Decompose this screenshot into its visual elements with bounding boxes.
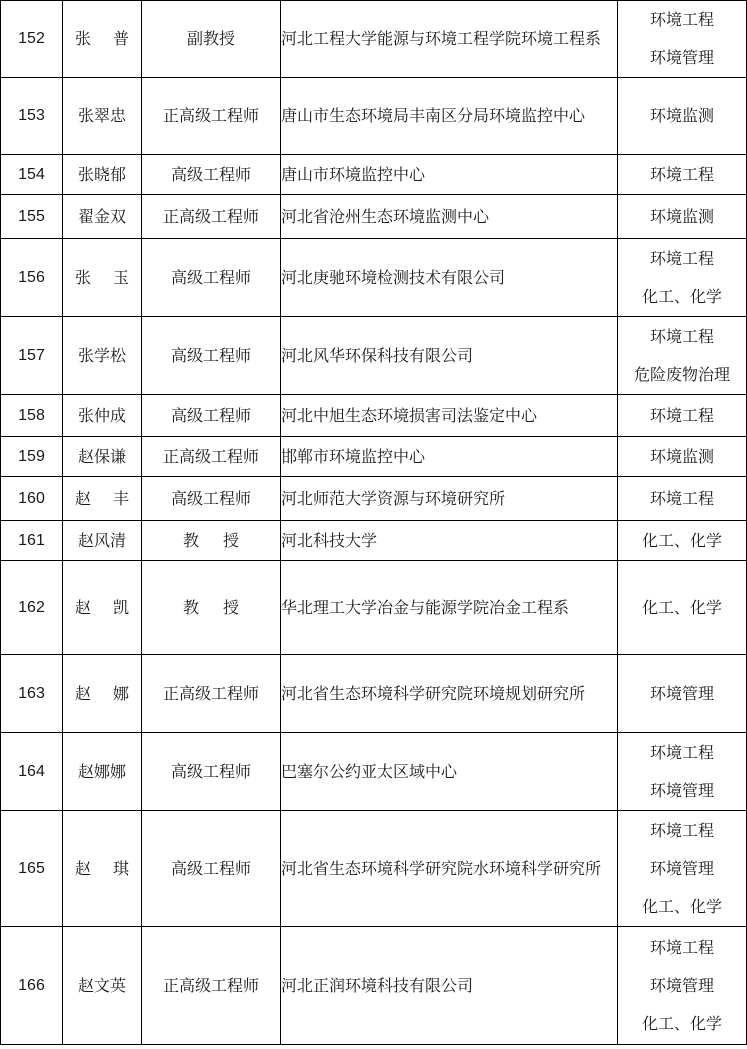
expert-specialty: 环境工程	[649, 937, 714, 957]
expert-title-cell	[142, 477, 281, 521]
row-number: 163	[1, 655, 63, 733]
expert-specialty: 环境监测	[649, 206, 714, 226]
expert-name-cell	[63, 437, 142, 477]
expert-title: 教授	[182, 530, 263, 550]
expert-organization: 河北正润环境科技有限公司	[281, 975, 474, 995]
expert-name: 张玉	[74, 267, 151, 287]
expert-specialty: 环境管理	[649, 858, 714, 878]
expert-name-cell	[63, 561, 151, 655]
expert-specialty: 危险废物治理	[633, 364, 730, 384]
expert-organization-cell	[281, 655, 618, 733]
expert-organization: 河北省生态环境科学研究院水环境科学研究所	[281, 858, 602, 878]
expert-title-cell	[142, 317, 281, 395]
row-number: 161	[1, 521, 63, 561]
expert-organization: 河北省生态环境科学研究院环境规划研究所	[281, 683, 586, 703]
expert-specialty-cell	[618, 239, 747, 317]
row-number: 155	[1, 195, 63, 239]
table-row	[1, 395, 747, 437]
expert-organization-cell	[281, 477, 618, 521]
expert-name: 赵娜	[74, 683, 151, 703]
expert-organization-cell	[281, 1, 618, 78]
row-number: 153	[1, 78, 63, 155]
expert-name: 赵文英	[77, 975, 126, 995]
expert-name: 赵娜娜	[77, 761, 126, 781]
expert-specialty: 环境管理	[649, 780, 714, 800]
expert-organization: 河北师范大学资源与环境研究所	[281, 488, 506, 508]
expert-organization: 河北科技大学	[281, 530, 378, 550]
row-number: 158	[1, 395, 63, 437]
expert-organization: 唐山市生态环境局丰南区分局环境监控中心	[281, 106, 586, 125]
expert-specialty: 环境管理	[649, 975, 714, 995]
expert-name-cell	[63, 811, 151, 927]
expert-specialty-cell	[618, 195, 747, 239]
expert-title: 高级工程师	[170, 488, 251, 508]
expert-specialty: 化工、化学	[641, 286, 722, 306]
table-row	[1, 195, 747, 239]
expert-specialty-cell	[618, 521, 747, 561]
expert-title: 高级工程师	[170, 267, 251, 287]
expert-specialty: 环境工程	[649, 742, 714, 762]
row-number: 156	[1, 239, 63, 317]
table-row	[1, 561, 747, 655]
table-row	[1, 477, 747, 521]
row-number: 165	[1, 811, 63, 927]
expert-specialty: 环境监测	[649, 106, 714, 125]
expert-specialty: 环境工程	[649, 248, 714, 268]
expert-organization-cell	[281, 155, 618, 195]
expert-specialty-cell	[618, 927, 747, 1045]
table-row	[1, 317, 747, 395]
expert-name: 张学松	[77, 345, 126, 365]
expert-specialty-cell	[618, 561, 747, 655]
expert-specialty: 环境工程	[649, 405, 714, 425]
table-row	[1, 655, 747, 733]
expert-specialty-cell	[618, 811, 747, 927]
expert-title-cell	[142, 733, 281, 811]
expert-title: 高级工程师	[170, 405, 251, 425]
expert-name-cell	[63, 155, 142, 195]
expert-name-cell	[63, 521, 142, 561]
expert-specialty-cell	[618, 477, 747, 521]
expert-name-cell	[63, 1, 151, 78]
expert-organization: 河北庚驰环境检测技术有限公司	[281, 267, 506, 287]
expert-name-cell	[63, 477, 151, 521]
row-number: 157	[1, 317, 63, 395]
expert-specialty: 环境工程	[649, 10, 714, 29]
expert-name-cell	[63, 655, 151, 733]
expert-specialty: 环境工程	[649, 326, 714, 346]
row-number: 166	[1, 927, 63, 1045]
expert-organization-cell	[281, 195, 618, 239]
expert-specialty: 环境管理	[649, 683, 714, 703]
expert-name: 赵风清	[77, 530, 126, 550]
expert-name-cell	[63, 317, 142, 395]
expert-name-cell	[63, 395, 142, 437]
expert-title-cell	[142, 437, 281, 477]
expert-title: 正高级工程师	[162, 206, 259, 226]
row-number: 164	[1, 733, 63, 811]
expert-name-cell	[63, 239, 151, 317]
expert-name: 赵保谦	[77, 446, 126, 466]
table-row	[1, 239, 747, 317]
expert-name-cell	[63, 927, 142, 1045]
expert-organization-cell	[281, 239, 618, 317]
row-number: 160	[1, 477, 63, 521]
expert-specialty-cell	[618, 317, 747, 395]
expert-name: 张翠忠	[77, 106, 126, 125]
row-number: 152	[1, 1, 63, 78]
expert-title-cell	[142, 561, 281, 655]
expert-title: 正高级工程师	[162, 106, 259, 125]
expert-specialty: 环境工程	[649, 488, 714, 508]
row-number: 162	[1, 561, 63, 655]
expert-specialty-cell	[618, 395, 747, 437]
expert-title-cell	[142, 155, 281, 195]
expert-organization-cell	[281, 437, 618, 477]
expert-title: 高级工程师	[170, 858, 251, 878]
expert-organization: 河北风华环保科技有限公司	[281, 345, 474, 365]
expert-title-cell	[142, 78, 281, 155]
expert-organization-cell	[281, 521, 618, 561]
expert-title-cell	[142, 1, 281, 78]
row-number: 159	[1, 437, 63, 477]
table-row	[1, 733, 747, 811]
expert-organization: 华北理工大学冶金与能源学院冶金工程系	[281, 597, 570, 617]
expert-name: 张普	[74, 29, 151, 48]
expert-specialty: 环境监测	[649, 446, 714, 466]
expert-specialty: 化工、化学	[641, 896, 722, 916]
expert-title-cell	[142, 655, 281, 733]
table-row	[1, 521, 747, 561]
expert-name: 赵琪	[74, 858, 151, 878]
expert-organization-cell	[281, 561, 618, 655]
expert-specialty-cell	[618, 437, 747, 477]
expert-specialty-cell	[618, 655, 747, 733]
expert-organization: 邯郸市环境监控中心	[281, 446, 426, 466]
table-row	[1, 437, 747, 477]
expert-title-cell	[142, 239, 281, 317]
expert-title-cell	[142, 395, 281, 437]
expert-name-cell	[63, 78, 142, 155]
expert-name: 赵凯	[74, 597, 151, 617]
table-row	[1, 1, 747, 78]
expert-specialty-cell	[618, 1, 747, 78]
expert-specialty: 化工、化学	[641, 1013, 722, 1033]
expert-specialty: 环境管理	[649, 48, 714, 67]
expert-name: 张仲成	[77, 405, 126, 425]
expert-organization-cell	[281, 317, 618, 395]
expert-title: 副教授	[186, 29, 235, 48]
expert-organization: 巴塞尔公约亚太区域中心	[281, 761, 458, 781]
expert-title: 正高级工程师	[162, 446, 259, 466]
expert-title: 高级工程师	[170, 345, 251, 365]
row-number: 154	[1, 155, 63, 195]
expert-title-cell	[142, 927, 281, 1045]
expert-organization: 河北省沧州生态环境监测中心	[281, 206, 490, 226]
table-row	[1, 811, 747, 927]
expert-title: 高级工程师	[170, 164, 251, 184]
expert-name: 张晓郁	[77, 164, 126, 184]
expert-specialty-cell	[618, 733, 747, 811]
expert-title: 高级工程师	[170, 761, 251, 781]
expert-name: 赵丰	[74, 488, 151, 508]
expert-title: 教授	[182, 597, 263, 617]
expert-organization-cell	[281, 395, 618, 437]
expert-title-cell	[142, 195, 281, 239]
expert-title: 正高级工程师	[162, 975, 259, 995]
expert-title-cell	[142, 521, 281, 561]
expert-organization-cell	[281, 927, 618, 1045]
expert-name-cell	[63, 195, 142, 239]
expert-organization: 河北中旭生态环境损害司法鉴定中心	[281, 405, 538, 425]
table-body	[1, 1, 747, 1045]
expert-organization: 唐山市环境监控中心	[281, 164, 426, 184]
expert-title: 正高级工程师	[162, 683, 259, 703]
expert-specialty: 化工、化学	[641, 530, 722, 550]
table-row	[1, 927, 747, 1045]
expert-specialty: 环境工程	[649, 164, 714, 184]
table-row	[1, 78, 747, 155]
expert-specialty-cell	[618, 155, 747, 195]
expert-specialty: 化工、化学	[641, 597, 722, 617]
expert-name-cell	[63, 733, 142, 811]
expert-organization: 河北工程大学能源与环境工程学院环境工程系	[281, 29, 602, 48]
table-row	[1, 155, 747, 195]
expert-organization-cell	[281, 811, 618, 927]
expert-specialty-cell	[618, 78, 747, 155]
expert-organization-cell	[281, 78, 618, 155]
expert-organization-cell	[281, 733, 618, 811]
expert-name: 翟金双	[77, 206, 126, 226]
expert-title-cell	[142, 811, 281, 927]
expert-specialty: 环境工程	[649, 820, 714, 840]
